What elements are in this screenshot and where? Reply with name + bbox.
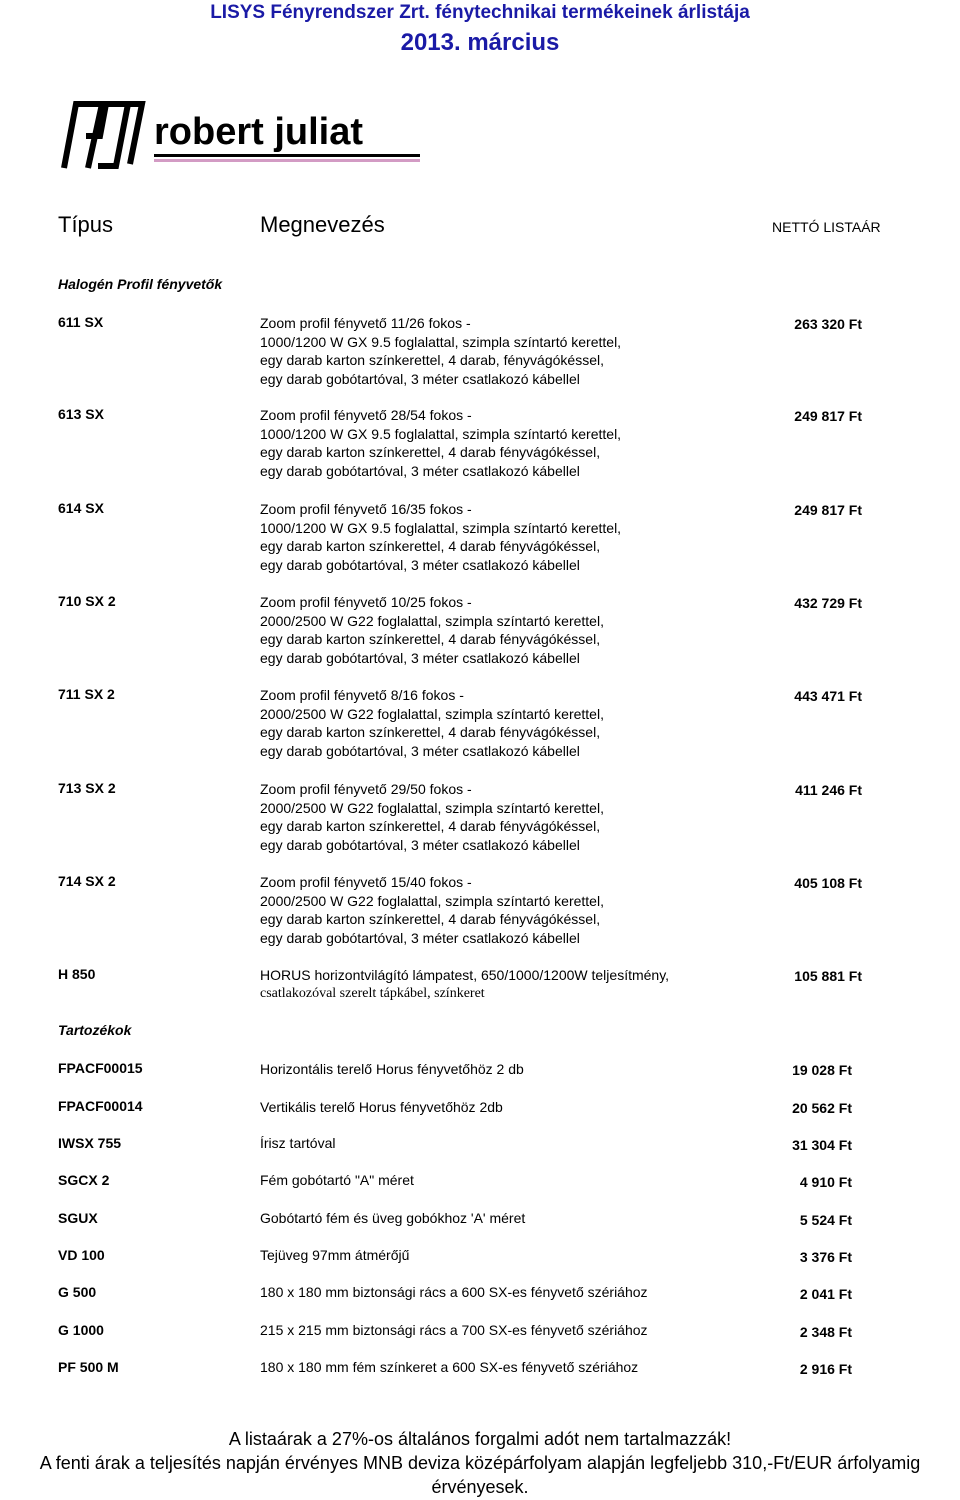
product-description: Zoom profil fényvető 28/54 fokos - 1000/1200 W GX 9.5 foglalattal, szimpla színtartó kerettel, egy darab karton színkerettel, 4 darab fényvágókéssel, egy darab gobótartóval, 3 méter csatlakozó kábellel <box>260 407 622 479</box>
column-header-price: NETTÓ LISTAÁR <box>772 219 881 235</box>
accessory-price: 2 041 Ft <box>799 1286 852 1302</box>
accessory-name: 215 x 215 mm biztonsági rács a 700 SX-es fényvető szériához <box>260 1322 648 1338</box>
product-price: 263 320 Ft <box>794 316 862 332</box>
accessory-name: Írisz tartóval <box>260 1135 336 1151</box>
column-header-type: Típus <box>58 212 114 237</box>
accessory-price: 4 910 Ft <box>799 1174 852 1190</box>
product-price: 411 246 Ft <box>795 782 862 798</box>
product-code: 710 SX 2 <box>58 593 116 609</box>
product-price: 405 108 Ft <box>794 875 862 891</box>
product-description: Zoom profil fényvető 8/16 fokos - 2000/2500 W G22 foglalattal, szimpla színtartó kerettel, egy darab karton színkerettel, 4 darab fényvágókéssel, egy darab gobótartóval, 3 méter csatlakozó kábellel <box>260 687 604 759</box>
accessory-code: SGCX 2 <box>58 1172 110 1188</box>
accessory-code: G 500 <box>58 1284 97 1300</box>
logo-mark-icon <box>64 104 142 168</box>
accessory-code: G 1000 <box>58 1322 104 1338</box>
product-description: Zoom profil fényvető 11/26 fokos - 1000/1200 W GX 9.5 foglalattal, szimpla színtartó kerettel, egy darab karton színkerettel, 4 darab, fényvágókéssel, egy darab gobótartóval, 3 méter csatlakozó kábellel <box>260 315 622 387</box>
accessory-price: 31 304 Ft <box>792 1137 852 1153</box>
accessory-name: Horizontális terelő Horus fényvetőhöz 2 db <box>260 1061 524 1077</box>
accessory-price: 5 524 Ft <box>799 1212 852 1228</box>
accessory-price: 3 376 Ft <box>799 1249 852 1265</box>
accessory-code: PF 500 M <box>58 1359 119 1375</box>
accessory-name: 180 x 180 mm fém színkeret a 600 SX-es fényvető szériához <box>260 1359 639 1375</box>
accessory-code: FPACF00014 <box>58 1098 143 1114</box>
section-title-accessories: Tartozékok <box>58 1022 132 1038</box>
product-description: Zoom profil fényvető 15/40 fokos - 2000/2500 W G22 foglalattal, szimpla színtartó kerettel, egy darab karton színkerettel, 4 darab fényvágókéssel, egy darab gobótartóval, 3 méter csatlakozó kábellel <box>260 874 604 946</box>
product-code: 713 SX 2 <box>58 780 116 796</box>
product-code: 714 SX 2 <box>58 873 116 889</box>
product-code: H 850 <box>58 966 96 982</box>
product-code: 611 SX <box>58 314 104 330</box>
accessory-code: IWSX 755 <box>58 1135 122 1151</box>
product-description: Zoom profil fényvető 29/50 fokos - 2000/2500 W G22 foglalattal, szimpla színtartó kerettel, egy darab karton színkerettel, 4 darab fényvágókéssel, egy darab gobótartóval, 3 méter csatlakozó kábellel <box>260 781 604 853</box>
accessory-code: VD 100 <box>58 1247 105 1263</box>
robert-juliat-logo <box>58 96 438 176</box>
product-price: 249 817 Ft <box>794 502 862 518</box>
accessory-name: Fém gobótartó "A" méret <box>260 1172 414 1188</box>
product-description: Zoom profil fényvető 10/25 fokos - 2000/2500 W G22 foglalattal, szimpla színtartó kerettel, egy darab karton színkerettel, 4 darab fényvágókéssel, egy darab gobótartóval, 3 méter csatlakozó kábellel <box>260 594 604 666</box>
accessory-price: 19 028 Ft <box>792 1062 852 1078</box>
product-price: 432 729 Ft <box>794 595 862 611</box>
product-price: 443 471 Ft <box>794 688 862 704</box>
footer-validity-note: érvényesek. <box>431 1477 529 1497</box>
product-code: 711 SX 2 <box>58 686 115 702</box>
section-title-profile: Halogén Profil fényvetők <box>58 276 223 292</box>
product-code: 613 SX <box>58 406 104 422</box>
price-list-date: 2013. március <box>400 29 560 56</box>
footer-exchange-note: A fenti árak a teljesítés napján érvényes MNB deviza középárfolyam alapján legfeljebb 310,-Ft/EUR árfolyamig <box>39 1453 921 1473</box>
product-price: 105 881 Ft <box>794 968 862 984</box>
product-description: HORUS horizontvilágító lámpatest, 650/1000/1200W teljesítmény, csatlakozóval szerelt tápkábel, színkeret <box>260 967 670 1001</box>
accessory-name: 180 x 180 mm biztonsági rács a 600 SX-es fényvető szériához <box>260 1284 648 1300</box>
accessory-name: Tejüveg 97mm átmérőjű <box>260 1247 410 1263</box>
product-price: 249 817 Ft <box>794 408 862 424</box>
logo-text: robert juliat <box>154 111 364 153</box>
column-header-name: Megnevezés <box>260 212 385 237</box>
accessory-code: SGUX <box>58 1210 98 1226</box>
footer-vat-note: A listaárak a 27%-os általános forgalmi adót nem tartalmazzák! <box>228 1429 732 1449</box>
product-code: 614 SX <box>58 500 104 516</box>
accessory-name: Vertikális terelő Horus fényvetőhöz 2db <box>260 1099 503 1115</box>
accessory-name: Gobótartó fém és üveg gobókhoz 'A' méret <box>260 1210 526 1226</box>
product-description: Zoom profil fényvető 16/35 fokos - 1000/1200 W GX 9.5 foglalattal, szimpla színtartó kerettel, egy darab karton színkerettel, 4 darab fényvágókéssel, egy darab gobótartóval, 3 méter csatlakozó kábellel <box>260 501 622 573</box>
accessory-price: 20 562 Ft <box>792 1100 852 1116</box>
price-list-title: LISYS Fényrendszer Zrt. fénytechnikai termékeinek árlistája <box>210 2 750 23</box>
accessory-price: 2 348 Ft <box>799 1324 852 1340</box>
accessory-price: 2 916 Ft <box>799 1361 852 1377</box>
accessory-code: FPACF00015 <box>58 1060 143 1076</box>
